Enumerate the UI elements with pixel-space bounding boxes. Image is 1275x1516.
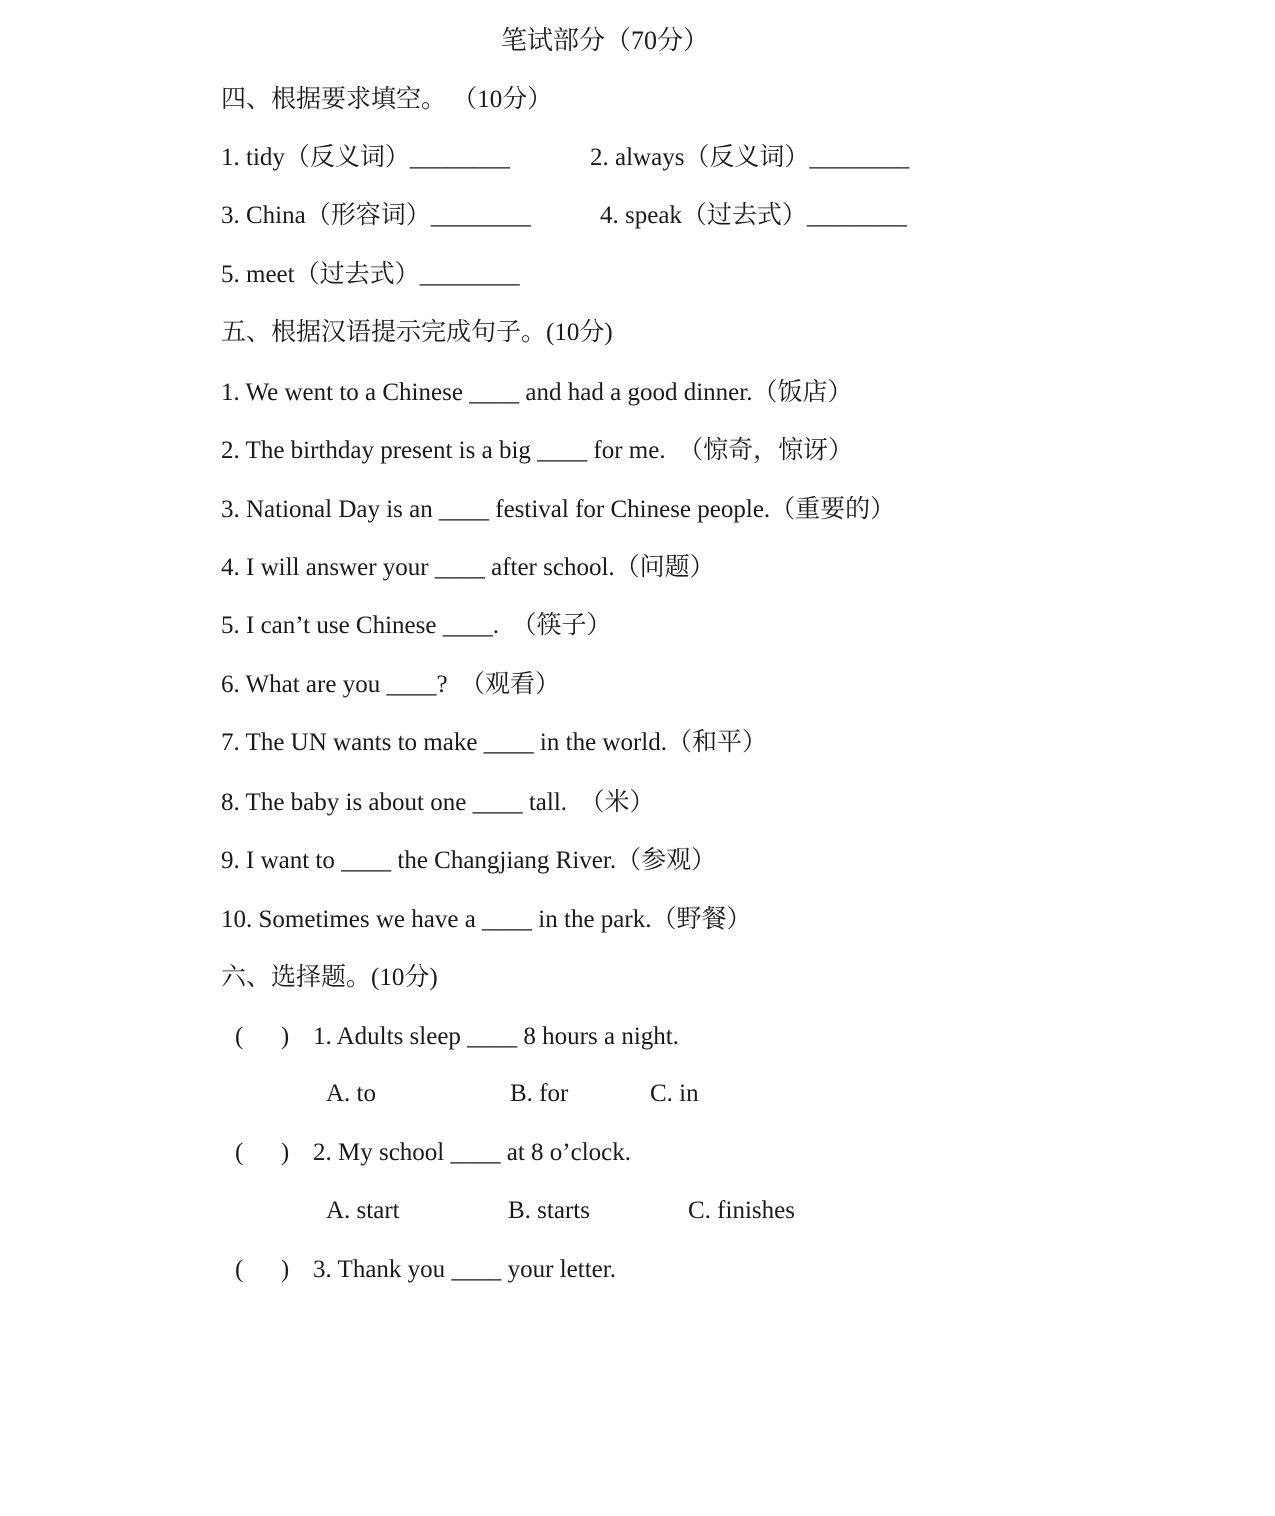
sentence-item-8: 8. The baby is about one ____ tall. （米） — [221, 789, 655, 816]
option-2a: A. start — [326, 1197, 400, 1224]
sentence-item-5: 5. I can’t use Chinese ____. （筷子） — [221, 612, 612, 639]
sentence-item-2: 2. The birthday present is a big ____ for me. （惊奇，惊讶） — [221, 437, 854, 464]
sentence-item-1: 1. We went to a Chinese ____ and had a good dinner.（饭店） — [221, 379, 853, 406]
fill-item-1: 1. tidy（反义词）________ — [221, 144, 510, 171]
sentence-item-7: 7. The UN wants to make ____ in the world.（和平） — [221, 729, 767, 756]
option-2c: C. finishes — [688, 1197, 795, 1224]
sentence-item-4: 4. I will answer your ____ after school.（问题） — [221, 554, 715, 581]
sentence-item-6: 6. What are you ____? （观看） — [221, 671, 561, 698]
question-stem-1: 1. Adults sleep ____ 8 hours a night. — [313, 1023, 679, 1050]
question-stem-2: 2. My school ____ at 8 o’clock. — [313, 1139, 632, 1166]
sentence-item-9: 9. I want to ____ the Changjiang River.（参观） — [221, 847, 717, 874]
sentence-item-10: 10. Sometimes we have a ____ in the park.（野餐） — [221, 906, 752, 933]
option-2b: B. starts — [508, 1197, 590, 1224]
fill-item-2: 2. always（反义词）________ — [590, 144, 910, 171]
answer-bracket-3[interactable]: ( ) — [235, 1256, 290, 1283]
section5-heading: 五、根据汉语提示完成句子。(10分) — [221, 319, 613, 346]
fill-item-5: 5. meet（过去式）________ — [221, 261, 520, 288]
fill-item-4: 4. speak（过去式）________ — [600, 202, 907, 229]
answer-bracket-1[interactable]: ( ) — [235, 1023, 290, 1050]
page-title: 笔试部分（70分） — [500, 26, 709, 55]
sentence-item-3: 3. National Day is an ____ festival for Chinese people.（重要的） — [221, 496, 896, 523]
option-1c: C. in — [650, 1080, 699, 1107]
question-stem-3: 3. Thank you ____ your letter. — [313, 1256, 616, 1283]
section6-heading: 六、选择题。(10分) — [221, 964, 438, 991]
section4-heading: 四、根据要求填空。 （10分） — [221, 86, 553, 113]
answer-bracket-2[interactable]: ( ) — [235, 1139, 290, 1166]
fill-item-3: 3. China（形容词）________ — [221, 202, 531, 229]
option-1a: A. to — [326, 1080, 376, 1107]
option-1b: B. for — [510, 1080, 569, 1107]
